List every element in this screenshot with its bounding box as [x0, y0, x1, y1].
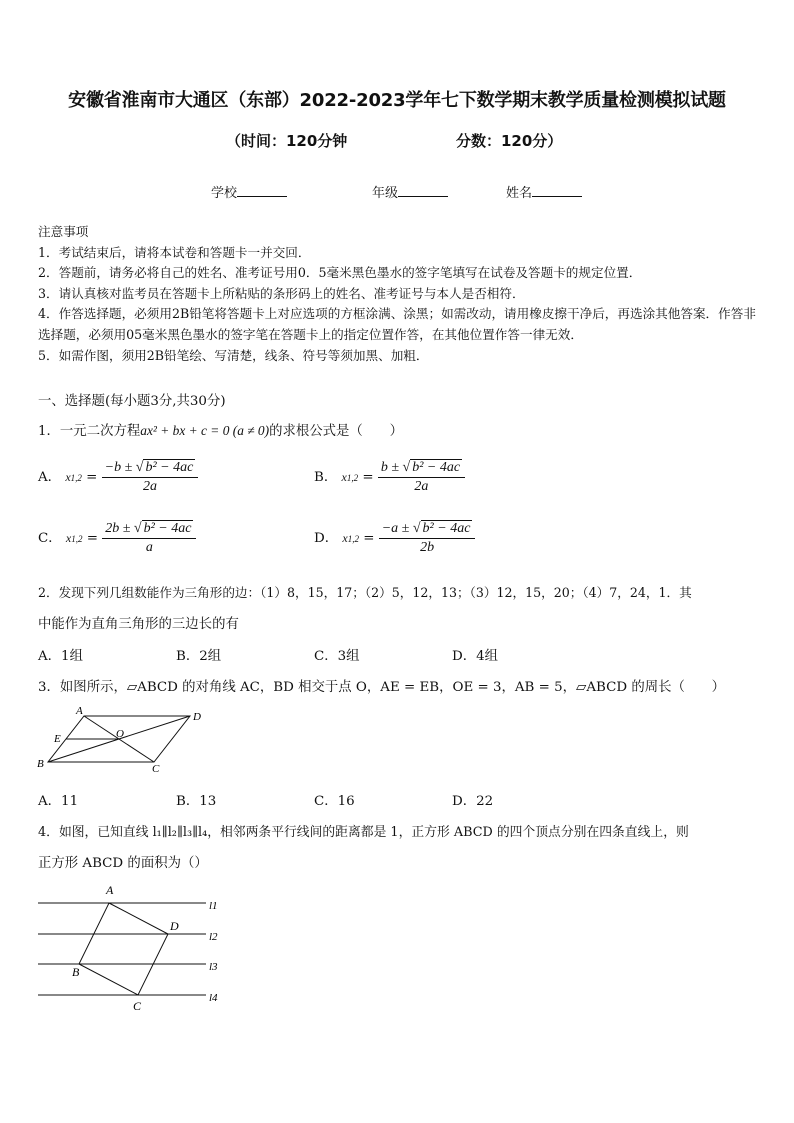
- q3-option-d[interactable]: D．22: [452, 794, 494, 809]
- fig4-label-c: C: [133, 999, 142, 1013]
- fig4-label-a: A: [106, 883, 114, 897]
- note-item: 5．如需作图，须用2B铅笔绘、写清楚，线条、符号等须加黑、加粗．: [38, 347, 429, 363]
- exam-time: （时间：120分钟: [226, 132, 348, 150]
- question-4-stem: 4．如图，已知直线 l₁∥l₂∥l₃∥l₄，相邻两条平行线间的距离都是 1，正方形 ABCD 的四个顶点分别在四条直线上，则: [38, 825, 689, 840]
- fig4-line-label-l3: l3: [209, 961, 218, 973]
- name-label: 姓名: [506, 186, 533, 201]
- fig3-label-o: O: [116, 728, 124, 740]
- question-2-stem: 2．发现下列几组数能作为三角形的边：（1）8，15，17；（2）5，12，13；（3）12，15，20；（4）7，24，1．其: [38, 585, 692, 600]
- square-abcd: [79, 903, 168, 995]
- question-4-stem-cont: 正方形 ABCD 的面积为（）: [38, 856, 208, 871]
- notes-section: [38, 222, 760, 366]
- parallelogram-figure: [34, 704, 214, 776]
- quadratic-equation: ax² + bx + c = 0 (a ≠ 0): [140, 423, 270, 438]
- q3-option-a[interactable]: A．11: [38, 794, 79, 809]
- grade-field[interactable]: [372, 182, 448, 201]
- exam-score: 分数：120分）: [456, 132, 563, 150]
- page-title: 安徽省淮南市大通区（东部）2022-2023学年七下数学期末教学质量检测模拟试题: [68, 90, 726, 111]
- notes-heading: 注意事项: [38, 224, 89, 239]
- fig3-label-d: D: [193, 711, 201, 723]
- note-item: 4．作答选择题，必须用2B铅笔将答题卡上对应选项的方框涂满、涂黑；如需改动，请用橡皮擦干净后，再选涂其他答案．作答非选择题，必须用05毫米黑色墨水的签字笔在答题卡上的指定位置作答，在其他位置作答一律无效．: [38, 306, 756, 342]
- grade-label: 年级: [372, 186, 399, 201]
- q2-option-a[interactable]: A．1组: [38, 649, 83, 664]
- note-item: 1．考试结束后，请将本试卷和答题卡一并交回．: [38, 244, 311, 260]
- parallel-lines-square-figure: [36, 878, 236, 1018]
- fig4-line-label-l2: l2: [209, 931, 218, 943]
- school-label: 学校: [211, 186, 238, 201]
- note-item: 3．请认真核对监考员在答题卡上所粘贴的条形码上的姓名、准考证号与本人是否相符．: [38, 285, 525, 301]
- q1-option-a[interactable]: A． x1,2 = $\frac{\text{−b ± √ b² − 4ac}}{2a}$: [38, 460, 198, 495]
- q3-option-c[interactable]: C．16: [314, 794, 355, 809]
- q1-option-d[interactable]: D． x1,2 = $\frac{\text{−a ± √ b² − 4ac}}{2b}$: [314, 521, 475, 556]
- fig4-label-b: B: [72, 965, 80, 979]
- q1-option-c[interactable]: C． x1,2 = $\frac{\text{2b ± √ b² − 4ac}}{a}$: [38, 521, 196, 556]
- q2-option-b[interactable]: B．2组: [176, 649, 222, 664]
- q1-option-b[interactable]: B． x1,2 = $\frac{\text{b ± √ b² − 4ac}}{2a}$: [314, 460, 465, 495]
- question-3-stem: 3．如图所示，▱ABCD 的对角线 AC，BD 相交于点 O，AE = EB，OE = 3，AB = 5，▱ABCD 的周长（ ）: [38, 680, 726, 695]
- note-item: 2．答题前，请务必将自己的姓名、准考证号用0．5毫米黑色墨水的签字笔填写在试卷及答题卡的规定位置．: [38, 265, 642, 281]
- fig4-line-label-l1: l1: [209, 900, 218, 912]
- school-field[interactable]: [211, 182, 287, 201]
- question-2-stem-cont: 中能作为直角三角形的三边长的有: [38, 617, 239, 632]
- fig3-label-c: C: [152, 763, 160, 775]
- fig4-line-label-l4: l4: [209, 992, 218, 1004]
- q2-option-c[interactable]: C．3组: [314, 649, 360, 664]
- fig3-label-b: B: [37, 758, 44, 770]
- section-heading: 一、选择题(每小题3分,共30分): [38, 394, 226, 409]
- q2-option-d[interactable]: D．4组: [452, 649, 499, 664]
- fig4-label-d: D: [170, 919, 179, 933]
- name-field[interactable]: [506, 182, 582, 201]
- question-1-stem: 1．一元二次方程ax² + bx + c = 0 (a ≠ 0)的求根公式是（ ）: [38, 423, 403, 439]
- q3-option-b[interactable]: B．13: [176, 794, 217, 809]
- fig3-label-e: E: [54, 733, 61, 745]
- fig3-label-a: A: [76, 705, 83, 717]
